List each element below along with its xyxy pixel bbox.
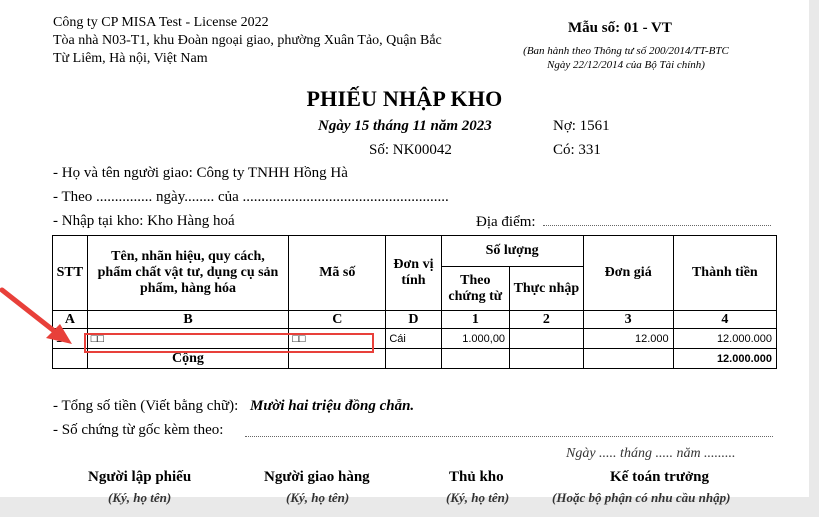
total-empty-1 xyxy=(441,349,510,369)
signature-chief-accountant: Kế toán trưởng xyxy=(610,469,709,485)
red-arrow-icon xyxy=(0,280,80,360)
total-words-label: - Tổng số tiền (Viết bằng chữ): xyxy=(53,398,239,414)
header-amount: Thành tiền xyxy=(673,236,776,311)
col-code-3: 3 xyxy=(583,311,673,329)
total-empty-d xyxy=(386,349,441,369)
form-issued-note xyxy=(496,44,756,72)
company-address-2: Từ Liêm, Hà nội, Việt Nam xyxy=(53,51,208,66)
col-code-a: A xyxy=(53,311,88,329)
signature-note-preparer: (Ký, họ tên) xyxy=(108,490,172,505)
original-docs-blank xyxy=(245,436,773,437)
row-qty-doc: 1.000,00 xyxy=(441,329,510,349)
location-field xyxy=(476,213,771,231)
signature-deliverer: Người giao hàng xyxy=(264,469,370,485)
original-docs-label: - Số chứng từ gốc kèm theo: xyxy=(53,422,224,438)
deliverer-line: - Họ và tên người giao: Công ty TNHH Hồng Hà xyxy=(53,165,348,181)
row-amount: 12.000.000 xyxy=(673,329,776,349)
warehouse-line: - Nhập tại kho: Kho Hàng hoá xyxy=(53,213,235,229)
row-unit: Cái xyxy=(386,329,441,349)
col-code-c: C xyxy=(289,311,386,329)
header-code: Mã số xyxy=(289,236,386,311)
location-label: Địa điểm: xyxy=(476,214,536,230)
row-item-name[interactable]: □□ xyxy=(87,329,288,349)
company-name: Công ty CP MISA Test - License 2022 xyxy=(53,15,269,30)
signature-note-chief-accountant: (Hoặc bộ phận có nhu cầu nhập) xyxy=(552,490,731,505)
form-issued-line-2: Ngày 22/12/2014 của Bộ Tài chính) xyxy=(547,59,705,71)
document-number: Số: NK00042 xyxy=(369,142,452,158)
row-qty-actual xyxy=(510,329,584,349)
according-line: - Theo ............... ngày........ của ....................................................... xyxy=(53,189,449,205)
document-date: Ngày 15 tháng 11 năm 2023 xyxy=(318,118,492,134)
location-blank xyxy=(543,213,771,226)
total-amount: 12.000.000 xyxy=(673,349,776,369)
header-item-name: Tên, nhãn hiệu, quy cách, phẩm chất vật tư, dụng cụ sản phẩm, hàng hóa xyxy=(87,236,288,311)
company-address-1: Tòa nhà N03-T1, khu Đoàn ngoại giao, phường Xuân Tảo, Quận Bắc xyxy=(53,33,442,48)
signature-preparer: Người lập phiếu xyxy=(88,469,192,485)
credit-account: Có: 331 xyxy=(553,142,601,158)
total-empty-3 xyxy=(583,349,673,369)
debit-account: Nợ: 1561 xyxy=(553,118,610,134)
row-item-code[interactable]: □□ xyxy=(289,329,386,349)
total-in-words xyxy=(53,398,414,415)
header-qty-doc: Theo chứng từ xyxy=(441,267,510,311)
viewer-background-right xyxy=(809,0,819,517)
document-title: PHIẾU NHẬP KHO xyxy=(306,86,503,111)
highlight-box xyxy=(84,333,374,353)
form-issued-line-1: (Ban hành theo Thông tư số 200/2014/TT-BTC xyxy=(523,45,729,57)
header-price: Đơn giá xyxy=(583,236,673,311)
col-code-2: 2 xyxy=(510,311,584,329)
form-number: Mẫu số: 01 - VT xyxy=(568,20,672,36)
signature-note-deliverer: (Ký, họ tên) xyxy=(286,490,350,505)
row-price: 12.000 xyxy=(583,329,673,349)
signature-note-storekeeper: (Ký, họ tên) xyxy=(446,490,510,505)
col-code-d: D xyxy=(386,311,441,329)
header-stt: STT xyxy=(53,236,88,311)
company-info xyxy=(53,14,442,68)
col-code-4: 4 xyxy=(673,311,776,329)
sign-date: Ngày ..... tháng ..... năm ......... xyxy=(566,446,736,461)
total-label: Cộng xyxy=(87,349,288,369)
header-qty-actual: Thực nhập xyxy=(510,267,584,311)
header-quantity: Số lượng xyxy=(441,236,583,267)
col-code-b: B xyxy=(87,311,288,329)
signature-storekeeper: Thủ kho xyxy=(449,469,504,485)
col-code-1: 1 xyxy=(441,311,510,329)
total-empty-2 xyxy=(510,349,584,369)
header-unit: Đơn vị tính xyxy=(386,236,441,311)
total-words-value: Mười hai triệu đồng chẵn. xyxy=(250,398,415,414)
